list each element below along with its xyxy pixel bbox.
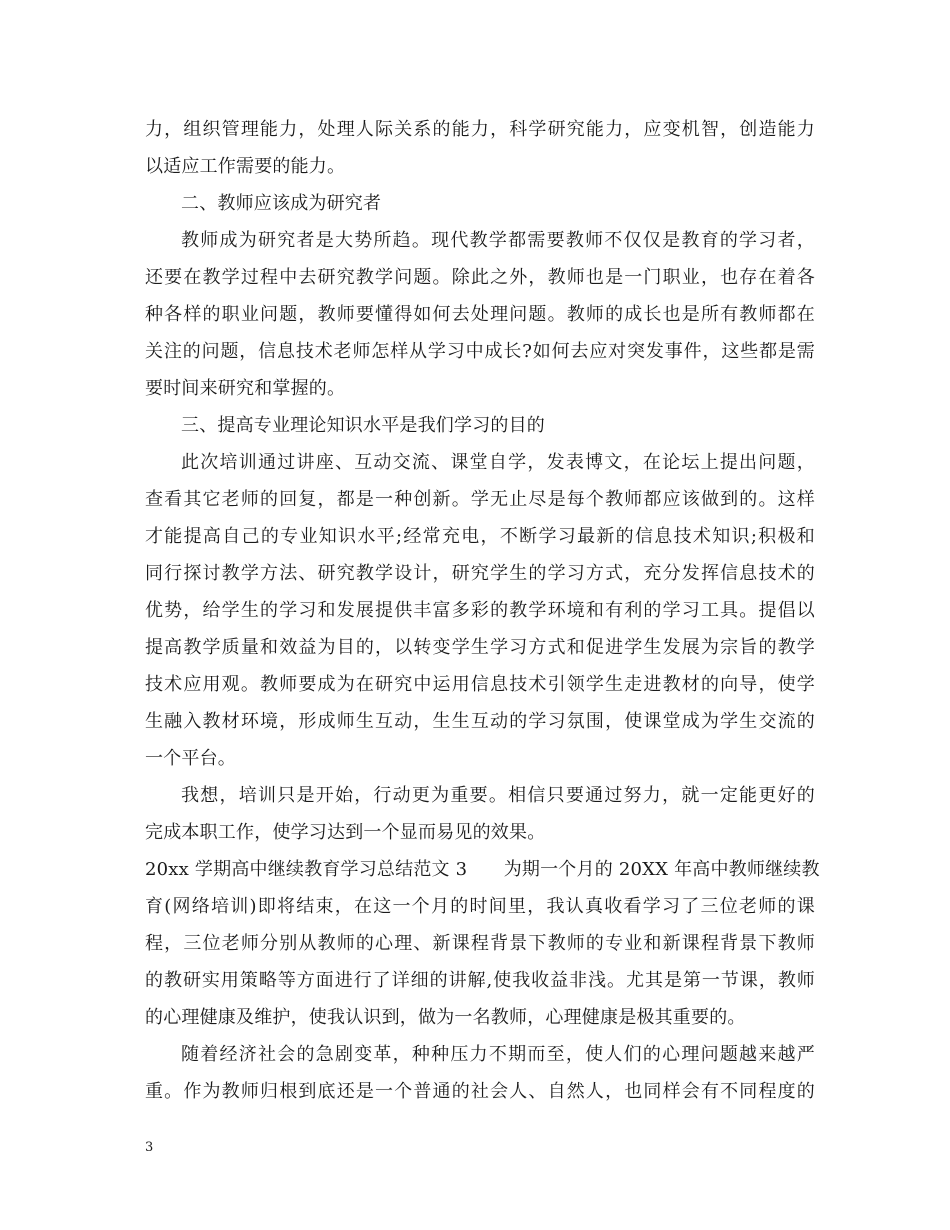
body-text-line: 20xx 学期高中继续教育学习总结范文 3 为期一个月的 20XX 年高中教师继续教 [145, 859, 820, 880]
body-text-line: 要时间来研究和掌握的。 [145, 378, 346, 399]
body-text-line: 优势，给学生的学习和发展提供丰富多彩的教学环境和有利的学习工具。提倡以 [145, 600, 815, 621]
body-text-line: 教师成为研究者是大势所趋。现代教学都需要教师不仅仅是教育的学习者， [181, 230, 815, 251]
body-text-line: 重。作为教师归根到底还是一个普通的社会人、自然人，也同样会有不同程度的 [145, 1081, 815, 1102]
body-text-line: 一个平台。 [145, 748, 236, 769]
body-text-line: 完成本职工作，使学习达到一个显而易见的效果。 [145, 822, 546, 843]
body-text-line: 种各样的职业问题，教师要懂得如何去处理问题。教师的成长也是所有教师都在 [145, 304, 815, 325]
body-text-line: 还要在教学过程中去研究教学问题。除此之外，教师也是一门职业，也存在着各 [145, 267, 815, 288]
body-text-line: 提高教学质量和效益为目的，以转变学生学习方式和促进学生发展为宗旨的教学 [145, 637, 815, 658]
body-text-line: 随着经济社会的急剧变革，种种压力不期而至，使人们的心理问题越来越严 [181, 1044, 815, 1065]
body-text-line: 程，三位老师分别从教师的心理、新课程背景下教师的专业和新课程背景下教师 [145, 933, 815, 954]
body-text-line: 育(网络培训)即将结束，在这一个月的时间里，我认真收看学习了三位老师的课 [145, 896, 815, 917]
body-text-line: 力，组织管理能力，处理人际关系的能力，科学研究能力，应变机智，创造能力 [145, 119, 815, 140]
body-text-line: 此次培训通过讲座、互动交流、课堂自学，发表博文，在论坛上提出问题， [181, 452, 815, 473]
body-text-line: 我想，培训只是开始，行动更为重要。相信只要通过努力，就一定能更好的 [181, 785, 815, 806]
body-text-line: 以适应工作需要的能力。 [145, 156, 346, 177]
body-text-line: 才能提高自己的专业知识水平;经常充电，不断学习最新的信息技术知识;积极和 [145, 526, 815, 547]
body-text-line: 的心理健康及维护，使我认识到，做为一名教师，心理健康是极其重要的。 [145, 1007, 746, 1028]
body-text-line: 查看其它老师的回复，都是一种创新。学无止尽是每个教师都应该做到的。这样 [145, 489, 815, 510]
body-text-line: 生融入教材环境，形成师生互动，生生互动的学习氛围，使课堂成为学生交流的 [145, 711, 815, 732]
body-text-line: 技术应用观。教师要成为在研究中运用信息技术引领学生走进教材的向导，使学 [145, 674, 815, 695]
page-number: 3 [145, 1140, 154, 1155]
body-text-line: 关注的问题，信息技术老师怎样从学习中成长?如何去应对突发事件，这些都是需 [145, 341, 815, 362]
body-text-line: 的教研实用策略等方面进行了详细的讲解,使我收益非浅。尤其是第一节课，教师 [145, 970, 815, 991]
body-text-line: 同行探讨教学方法、研究教学设计，研究学生的学习方式，充分发挥信息技术的 [145, 563, 815, 584]
section-heading: 二、教师应该成为研究者 [181, 193, 382, 214]
section-heading: 三、提高专业理论知识水平是我们学习的目的 [181, 415, 545, 436]
